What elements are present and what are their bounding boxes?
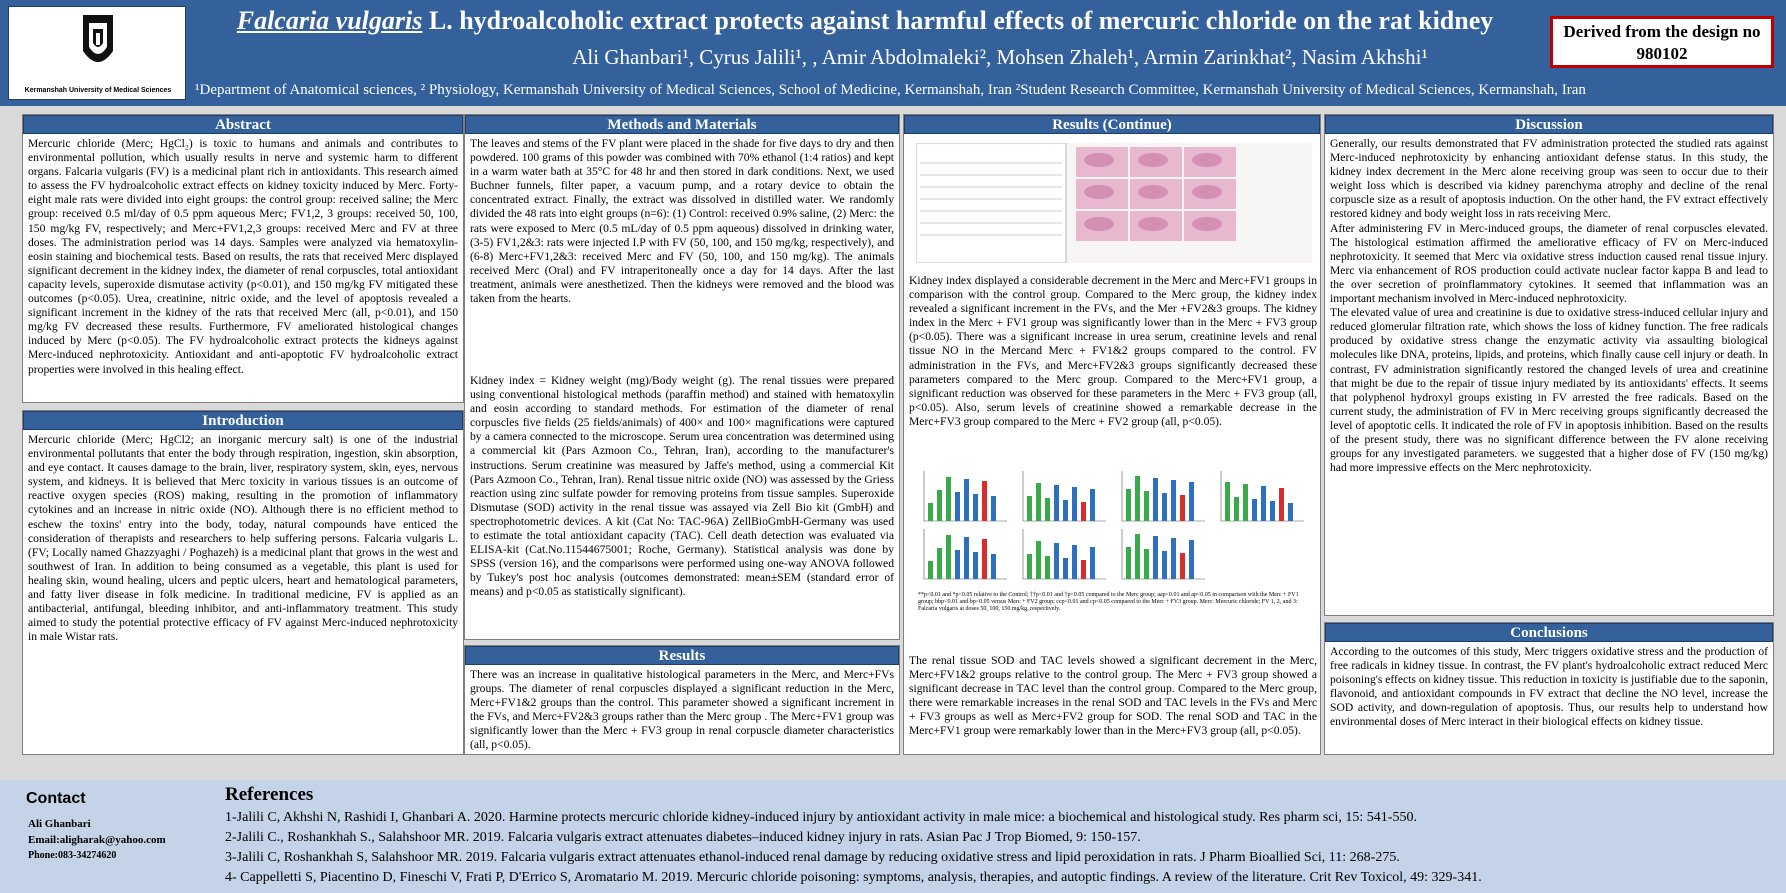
chart-bar <box>1027 496 1032 521</box>
histology-figure <box>916 143 1312 263</box>
chart-bar <box>1054 485 1059 521</box>
chart-bar <box>964 537 969 579</box>
chart-bar <box>1180 495 1185 521</box>
chart-bar <box>1234 497 1239 521</box>
chart-bar <box>1225 482 1230 521</box>
introduction-heading: Introduction <box>23 411 463 430</box>
university-logo <box>8 6 186 100</box>
bar-charts-graphic <box>916 467 1312 587</box>
chart-bar <box>1054 543 1059 579</box>
chart-bar <box>1081 560 1086 579</box>
chart-bar <box>1135 476 1140 521</box>
chart-bar <box>946 535 951 579</box>
reference-item: 2-Jalili C., Roshankhah S., Salahshoor MR. 2019. Falcaria vulgaris extract attenuates diabetes–induced kidney injury in rats. Asian Pac J Trop Biomed, 9: 150-157. <box>225 830 1141 845</box>
chart-bar <box>973 494 978 521</box>
column-1 <box>22 114 486 755</box>
chart-bar <box>1090 489 1095 521</box>
chart-bar <box>1135 534 1140 579</box>
chart-bar <box>973 552 978 579</box>
discussion-heading: Discussion <box>1325 115 1773 134</box>
chart-bar <box>1279 488 1284 521</box>
figure-caption: **p<0.01 and *p<0.05 relative to the Control; ††p<0.01 and †p<0.05 compared to the Merc group; aap<0.01 and ap<0.05 in comparison with the Merc + FV1 group; bbp<0.01 and bp<0.05 versus Merc + FV2 group; ccp<0.01 and cp<0.05 compared to the Merc + FV3 group. Merc: Mercuric chloride; FV 1, 2, and 3: Falcaria vulgaris at doses 50, 100, 150 mg/kg, respectively. <box>918 592 1299 612</box>
chart-bar <box>1144 491 1149 521</box>
abstract-text: Mercuric chloride (Merc; HgCl₂) is toxic to humans and animals and contributes to environmental pollution, which usually results in nerve and systemic harm to different organs. Falcaria vulgaris (FV) is a medicinal plant rich in antioxidants. This research aimed to assess the FV hydroalcoholic extract effects on kidney toxicity induced by Merc. Forty-eight male rats were divided into eight groups: the control group: received saline; the Merc group: received 0.5 ml/day of 0.5 ppm aqueous Merc; FV1,2, 3 groups: received 50, 100, 150 mg/kg FV, respectively; and Merc+FV1,2,3 groups: received Merc and FV at three doses. The administration period was 14 days. Samples were analyzed via hematoxylin-eosin staining and biochemical tests. Based on results, the rats that received Merc displayed significant decrement in the kidney index, the diameter of renal corpuscles, total antioxidant capacity levels, superoxide dismutase activity (p<0.01), and 150 mg/kg FV mitigated these outcomes (p<0.05). Urea, creatinine, nitric oxide, and the level of apoptosis revealed a significant increment in the kidney of the rats that received Merc (all, p<0.01), and 150 mg/kg FV decreased these results. Furthermore, FV ameliorated histological changes induced by Merc (p<0.05). The FV hydroalcoholic extract protects the kidneys against Merc-induced nephrotoxicity. Antioxidant and anti-apoptotic FV hydroalcoholic extract properties were involved in this healing effect. <box>28 137 458 376</box>
discussion-section <box>1324 114 1774 616</box>
chart-bar <box>1153 478 1158 521</box>
chart-bar <box>1063 500 1068 521</box>
histology-image <box>1184 179 1236 209</box>
chart-bar <box>1189 482 1194 521</box>
column-4 <box>1324 114 1774 755</box>
histology-image <box>1076 179 1128 209</box>
reference-item: 1-Jalili C, Akhshi N, Rashidi I, Ghanbari A. 2020. Harmine protects mercuric chloride kidney-induced injury by antioxidant activity in male mice: a biochemical and histological study. Res pharm sci, 15: 541-550. <box>225 810 1417 825</box>
chart-bar <box>991 496 996 521</box>
results-continue-heading: Results (Continue) <box>904 115 1320 134</box>
contact-title: Contact <box>26 790 86 807</box>
chart-bar <box>1036 483 1041 521</box>
methods-text: The leaves and stems of the FV plant were placed in the shade for five days to dry and then powdered. 100 grams of this powder was combined with 70% ethanol (1:4 ratios) and kept in a warm water bath at 35°C for 48 hr and then stored in dark conditions. Next, we used Buchner funnels, filter paper, a vacuum pump, and a rotary device to obtain the concentrated extract. Finally, the extract was dissolved in distilled water. We randomly divided the 48 rats into eight groups (n=6): (1) Control: received 0.9% saline, (2) Merc: the rats were exposed to Merc (0.5 mL/day of 0.5 ppm aqueous) dissolved in drinking water, (3-5) FV1,2&3: rats were injected I.P with FV (50, 100, and 150 mg/kg, respectively), and (6-8) Merc+FV1,2&3: received Merc and FV (50, 100, and 150 mg/kg). The animals received Merc (Oral) and FV intraperitoneally once a day for 14 days. After the last treatment, animals were anesthetized. Then the kidneys were removed and the blood was taken from the hearts. <box>470 137 894 306</box>
contact-email[interactable]: Email:aligharak@yahoo.com <box>28 834 166 846</box>
title-rest: L. hydroalcoholic extract protects against harmful effects of mercuric chloride on the rat kidney <box>422 6 1494 35</box>
design-number-box: Derived from the design no 980102 <box>1550 16 1774 68</box>
poster-title <box>200 6 1530 36</box>
results-continue-text-2: The renal tissue SOD and TAC levels showed a significant decrement in the Merc, Merc+FV1&2 groups relative to the control group. The Merc + FV3 group showed a significant decrease in TAC level than the control group. Compared to the Merc group, there were remarkable increases in the renal SOD and TAC levels in the FVs and Merc + FV3 groups as well as Merc+FV2 group for SOD. The renal SOD and TAC in the Merc+FV1 group were remarkably lower than in the Merc+FV3 group (all, p<0.05). <box>909 654 1317 738</box>
chart-bar <box>1126 547 1131 579</box>
discussion-paragraph-1: Generally, our results demonstrated that FV administration protected the studied rats against Merc-induced nephrotoxicity by enhancing antioxidant defense status. In this study, the kidney index decrement in the Merc alone receiving group was seen to occur due to their weight loss which is described via kidney parenchyma atrophy and decline of the renal corpuscle size as a result of apoptosis induction. On the other hand, the FV extract effectively restored kidney and body weight loss in rats receiving Merc. <box>1330 137 1768 221</box>
conclusions-heading: Conclusions <box>1325 623 1773 642</box>
chart-bar <box>982 481 987 521</box>
histology-image <box>1184 147 1236 177</box>
chart-bar <box>1162 493 1167 521</box>
methods-text-2: Kidney index = Kidney weight (mg)/Body weight (g). The renal tissues were prepared using conventional histological methods (paraffin method) and stained with hematoxylin and eosin according to standard methods. For estimation of the diameter of renal corpuscles five fields (25 fields/animals) of 400× and 100× magnifications were captured by a camera connected to the microscope. Serum urea concentration was determined using a commercial kit (Pars Azmoon Co., Tehran, Iran), according to the manufacturer's instructions. Serum creatinine was measured by Jaffe's method, using a commercial Kit (Pars Azmoon Co., Tehran, Iran). Renal tissue nitric oxide (NO) was assessed by the Griess reaction using zinc sulfate powder for removing proteins from tissue samples. Superoxide Dismutase (SOD) activity in the renal tissue was assayed via Zell Bio kit (GmbH) and spectrophotometric devices. A kit (Cat No: TAC-96A) ZellBioGmbH-Germany was used to estimate the total antioxidant capacity (TAC). Cell death detection was evaluated via ELISA-kit (Cat.No.11544675001; Roche, Germany). Statistical analysis was done by SPSS (version 16), and the comparisons were performed using one-way ANOVA followed by Tukey's post hoc analysis (outcomes demonstrated: mean±SEM (standard error of means) and p<0.05 as statistically significant). <box>470 374 894 599</box>
chart-bar <box>1162 551 1167 579</box>
chart-bar <box>1180 553 1185 579</box>
histology-image <box>1130 179 1182 209</box>
chart-bar <box>1171 480 1176 521</box>
contact-name: Ali Ghanbari <box>28 818 91 830</box>
chart-bar <box>1171 538 1176 579</box>
chart-bar <box>982 539 987 579</box>
results-heading: Results <box>465 646 899 665</box>
chart-bar <box>1045 556 1050 579</box>
university-emblem-icon <box>75 11 121 77</box>
discussion-text <box>1325 134 1773 615</box>
chart-bar <box>1072 545 1077 579</box>
chart-bar <box>1081 502 1086 521</box>
chart-bar <box>964 479 969 521</box>
histology-image <box>1184 211 1236 241</box>
affiliations: ¹Department of Anatomical sciences, ² Physiology, Kermanshah University of Medical Sciences, School of Medicine, Kermanshah, Iran ²Student Research Committee, Kermanshah University of Medical Sciences, Kermanshah, Iran <box>195 82 1586 98</box>
chart-bar <box>937 490 942 521</box>
chart-bar <box>937 548 942 579</box>
methods-section <box>464 114 900 640</box>
bar-charts-figure <box>916 467 1312 617</box>
chart-bar <box>1261 486 1266 521</box>
chart-bar <box>946 477 951 521</box>
introduction-section <box>22 410 464 755</box>
references-bar <box>0 780 1786 893</box>
chart-bar <box>1153 536 1158 579</box>
chart-bar <box>955 492 960 521</box>
references-title: References <box>225 784 314 805</box>
column-2 <box>464 114 900 755</box>
chart-bar <box>1252 499 1257 521</box>
histology-image <box>1130 211 1182 241</box>
reference-item: 4- Cappelletti S, Piacentino D, Fineschi V, Frati P, D'Errico S, Aromatario M. 2019. Mercuric chloride poisoning: symptoms, analysis, therapies, and autoptic findings. A review of the literature. Crit Rev Toxicol, 49: 329-341. <box>225 870 1482 885</box>
methods-heading: Methods and Materials <box>465 115 899 134</box>
chart-bar <box>955 550 960 579</box>
histology-image <box>1076 211 1128 241</box>
poster-header <box>0 0 1786 106</box>
chart-bar <box>1243 484 1248 521</box>
authors: Ali Ghanbari¹, Cyrus Jalili¹, , Amir Abdolmaleki², Mohsen Zhaleh¹, Armin Zarinkhat², Nasim Akhshi¹ <box>572 45 1428 69</box>
chart-bar <box>1288 503 1293 521</box>
chart-bar <box>1036 541 1041 579</box>
chart-bar <box>1144 549 1149 579</box>
chart-bar <box>1189 540 1194 579</box>
chart-bar <box>1045 498 1050 521</box>
logo-text: Kermanshah University of Medical Sciences <box>24 87 172 94</box>
conclusions-section <box>1324 622 1774 755</box>
results-section <box>464 645 900 755</box>
results-continue-section <box>903 114 1321 755</box>
chart-bar <box>1126 489 1131 521</box>
chart-bar <box>1090 547 1095 579</box>
chart-bar <box>1063 558 1068 579</box>
results-text: There was an increase in qualitative histological parameters in the Merc, and Merc+FVs groups. The diameter of renal corpuscles displayed a significant reduction in the Merc, Merc+FV1&2 groups than the control. This parameter showed a significant increment in the FVs, and Merc+FV2&3 groups rather than the Merc group . The Merc+FV1 group was significantly lower than the Merc + FV3 group in renal corpuscle diameter characteristics (all, p<0.05). <box>470 668 894 752</box>
discussion-paragraph-2: After administering FV in Merc-induced groups, the diameter of renal corpuscles elevated. The histological estimation affirmed the ameliorative efficacy of FV on Merc-induced nephrotoxicity. It seemed that Merc via oxidative stress induction caused renal tissue injury. Merc via enhancement of ROS production could activate nuclear factor kappa B and lead to the over secretion of proinflammatory cytokines. It seemed that inflammation was an important mechanism involved in Merc-induced nephrotoxicity. <box>1330 221 1768 306</box>
abstract-heading: Abstract <box>23 115 463 134</box>
reference-item: 3-Jalili C, Roshankhah S, Salahshoor MR. 2019. Falcaria vulgaris extract attenuates ethanol-induced renal damage by reducing oxidative stress and lipid peroxidation in rats. J Pharm Bioallied Sci, 11: 268-275. <box>225 850 1400 865</box>
chart-bar <box>1072 487 1077 521</box>
chart-bar <box>1027 554 1032 579</box>
abstract-section <box>22 114 464 403</box>
results-continue-text: Kidney index displayed a considerable decrement in the Merc and Merc+FV1 groups in comparison with the control group. Compared to the Merc group, the kidney index revealed a significant increment in the FVs, and the Mer +FV2&3 groups. The kidney index in the Merc + FV1 group was significantly lower than in the Merc + FV3 group (p<0.05). There was a significant increase in urea serum, creatinine levels and renal tissue NO in the Mercand Merc + FV1&2 groups compared to the control. FV administration in the FVs, and Merc+FV2&3 groups significantly decreased these parameters compared to the Merc group. Compared to the Merc+FV1 group, a significant reduction was observed for these parameters in the Merc + FV3 group (all, p<0.05). Also, serum levels of creatinine showed a remarkable decrease in the Merc+FV3 group compared to the Merc + FV2 group (all, p<0.05). <box>909 274 1317 428</box>
contact-phone: Phone:083-34274620 <box>28 850 117 861</box>
chart-bar <box>1270 501 1275 521</box>
discussion-paragraph-3: The elevated value of urea and creatinine is due to oxidative stress-induced cellular injury and reduced glomerular filtration rate, which shows the loss of kidney function. The free radicals produced by oxidative stress change the enzymatic activity via assaulting biological molecules like DNA, proteins, lipids, and proteins, which finally cause cell injury or death. In contrast, FV administration significantly restored the changed levels of urea and creatinine that might be due to the repair of tissue injury mediated by its antioxidants' effects. It seems that polyphenol hydroxyl groups existing in FV arrested the free radicals. Based on the current study, the administration of FV in Merc receiving groups significantly decreased the level of apoptotic cells. It indicated the role of FV in apoptosis inhibition. Based on the results of the present study, there was no significant difference between the FV alone receiving groups for any investigated parameters. we suggested that a higher dose of FV (150 mg/kg) had more impressive effects on the Merc nephrotoxicity. <box>1330 306 1768 475</box>
chart-bar <box>928 561 933 579</box>
introduction-text: Mercuric chloride (Merc; HgCl2; an inorganic mercury salt) is one of the industrial environmental pollutants that enter the body through respiration, ingestion, skin absorption, and eye contact. It causes damage to the brain, liver, respiratory system, skin, eyes, nervous system, and kidneys. It is believed that Merc toxicity in various tissues is an outcome of reactive oxygen species (ROS) making, resulting in the promotion of inflammatory cytokines and an increase in nitric oxide (NO). Although there is no efficient method to eschew the toxins' entry into the body, today, natural compounds have enticed the consideration of therapists and researchers to help suffering persons. Falcaria vulgaris L. (FV; Locally named Ghazzyaghi / Poghazeh) is a medicinal plant that grows in the west and southwest of Iran. In addition to being consumed as a vegetable, this plant is used for healing skin, wound healing, ulcers and peptic ulcers, heart and hematological parameters, and fatty liver disease in folk medicine. In traditional medicine, FV is applied as an antibacterial, antifungal, bleeding inhibitor, and anti-inflammatory treatment. This study aimed to study the potential protective efficacy of FV against Merc-induced nephrotoxicity in male Wistar rats. <box>28 433 458 644</box>
histology-image <box>1130 147 1182 177</box>
title-species: Falcaria vulgaris <box>236 6 423 35</box>
chart-bar <box>991 554 996 579</box>
histology-image <box>1076 147 1128 177</box>
chart-bar <box>928 503 933 521</box>
conclusions-text: According to the outcomes of this study, Merc triggers oxidative stress and the production of free radicals in kidney tissue. In contrast, the FV plant's hydroalcoholic extract reduced Merc poisoning's effects on kidney tissue. This reduction in toxicity is justifiable due to the saponin, flavonoid, and antioxidant compounds in FV extract that decline the NO level, increase the SOD activity, and down-regulation of apoptosis. Thus, our results help to understand how environmental doses of Merc interact in their biological effects on kidney tissue. <box>1330 645 1768 729</box>
